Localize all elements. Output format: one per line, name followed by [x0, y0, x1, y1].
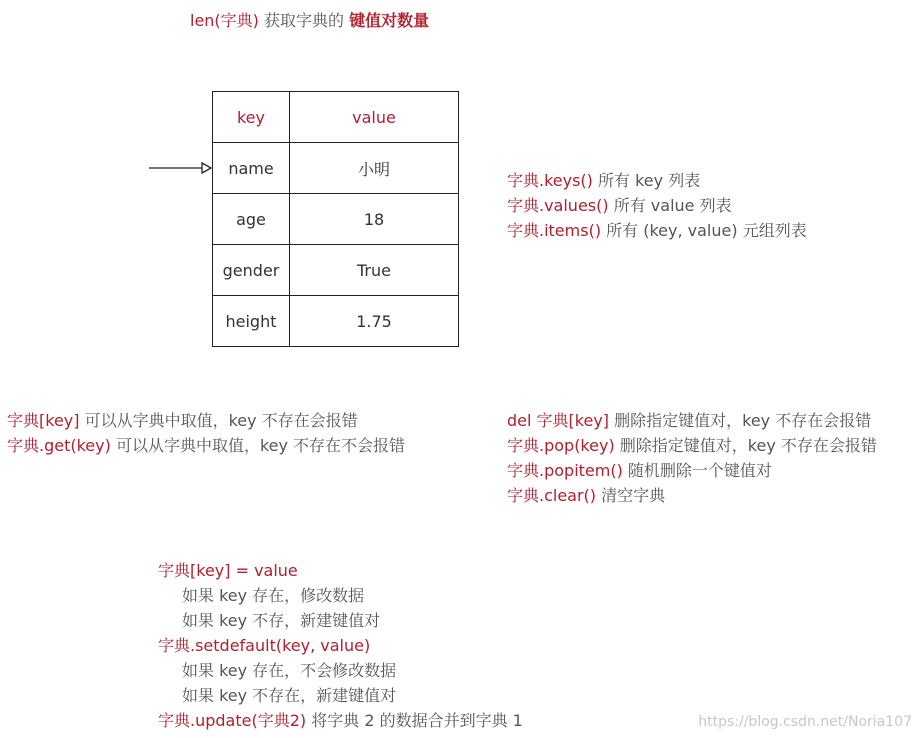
method-desc: 所有 (key, value) 元组列表 [601, 221, 807, 240]
keys-method-line [507, 168, 700, 193]
method-desc: 将字典 2 的数据合并到字典 1 [306, 711, 523, 730]
method-code: 字典.get(key) [7, 436, 111, 455]
table-cell-value: 小明 [290, 143, 459, 194]
method-desc: 随机删除一个键值对 [622, 461, 772, 480]
table-cell-key: name [213, 143, 290, 194]
method-desc: 清空字典 [596, 486, 666, 505]
arrow-icon [148, 160, 214, 176]
del-line [507, 408, 871, 433]
method-code: 字典.pop(key) [507, 436, 615, 455]
table-cell-key: gender [213, 245, 290, 296]
table-header-value: value [290, 92, 459, 143]
table-cell-key: height [213, 296, 290, 347]
pop-method-line [507, 433, 877, 458]
title-function: len(字典) [190, 11, 259, 30]
method-code: 字典.values() [507, 196, 609, 215]
method-code: 字典[key] [7, 411, 80, 430]
table-row [213, 194, 459, 245]
clear-method-line [507, 483, 665, 508]
page-title [190, 8, 429, 33]
table-cell-value: 18 [290, 194, 459, 245]
index-get-line [7, 408, 358, 433]
assign-code: 字典[key] = value [158, 561, 298, 580]
method-desc: 删除指定键值对，key 不存在会报错 [609, 411, 872, 430]
dictionary-table [212, 91, 459, 347]
get-method-line [7, 433, 405, 458]
items-method-line [507, 218, 807, 243]
title-emphasis: 键值对数量 [349, 11, 430, 30]
popitem-method-line [507, 458, 772, 483]
table-cell-value: 1.75 [290, 296, 459, 347]
assign-note: 如果 key 存在，修改数据 [182, 586, 365, 605]
table-cell-key: age [213, 194, 290, 245]
watermark: https://blog.csdn.net/Noria107 [698, 714, 912, 730]
method-desc: 删除指定键值对，key 不存在会报错 [614, 436, 877, 455]
method-desc: 所有 value 列表 [608, 196, 732, 215]
table-row [213, 143, 459, 194]
method-code: 字典.keys() [507, 171, 593, 190]
method-desc: 可以从字典中取值，key 不存在不会报错 [110, 436, 406, 455]
method-code: 字典.clear() [507, 486, 597, 505]
method-desc: 可以从字典中取值，key 不存在会报错 [79, 411, 358, 430]
assign-note: 如果 key 不存，新建键值对 [182, 611, 381, 630]
setdefault-note: 如果 key 存在，不会修改数据 [182, 661, 397, 680]
method-code: 字典.update(字典2) [158, 711, 307, 730]
title-description: 获取字典的 [258, 11, 350, 30]
values-method-line [507, 193, 732, 218]
table-header-row [213, 92, 459, 143]
table-row [213, 296, 459, 347]
method-desc: 所有 key 列表 [592, 171, 701, 190]
method-code: 字典.popitem() [507, 461, 623, 480]
table-cell-value: True [290, 245, 459, 296]
table-header-key: key [213, 92, 290, 143]
method-code: 字典.items() [507, 221, 602, 240]
setdefault-note: 如果 key 不存在，新建键值对 [182, 686, 397, 705]
update-method-line [158, 708, 523, 733]
table-row [213, 245, 459, 296]
setdefault-code: 字典.setdefault(key, value) [158, 636, 371, 655]
method-code: del 字典[key] [507, 411, 610, 430]
